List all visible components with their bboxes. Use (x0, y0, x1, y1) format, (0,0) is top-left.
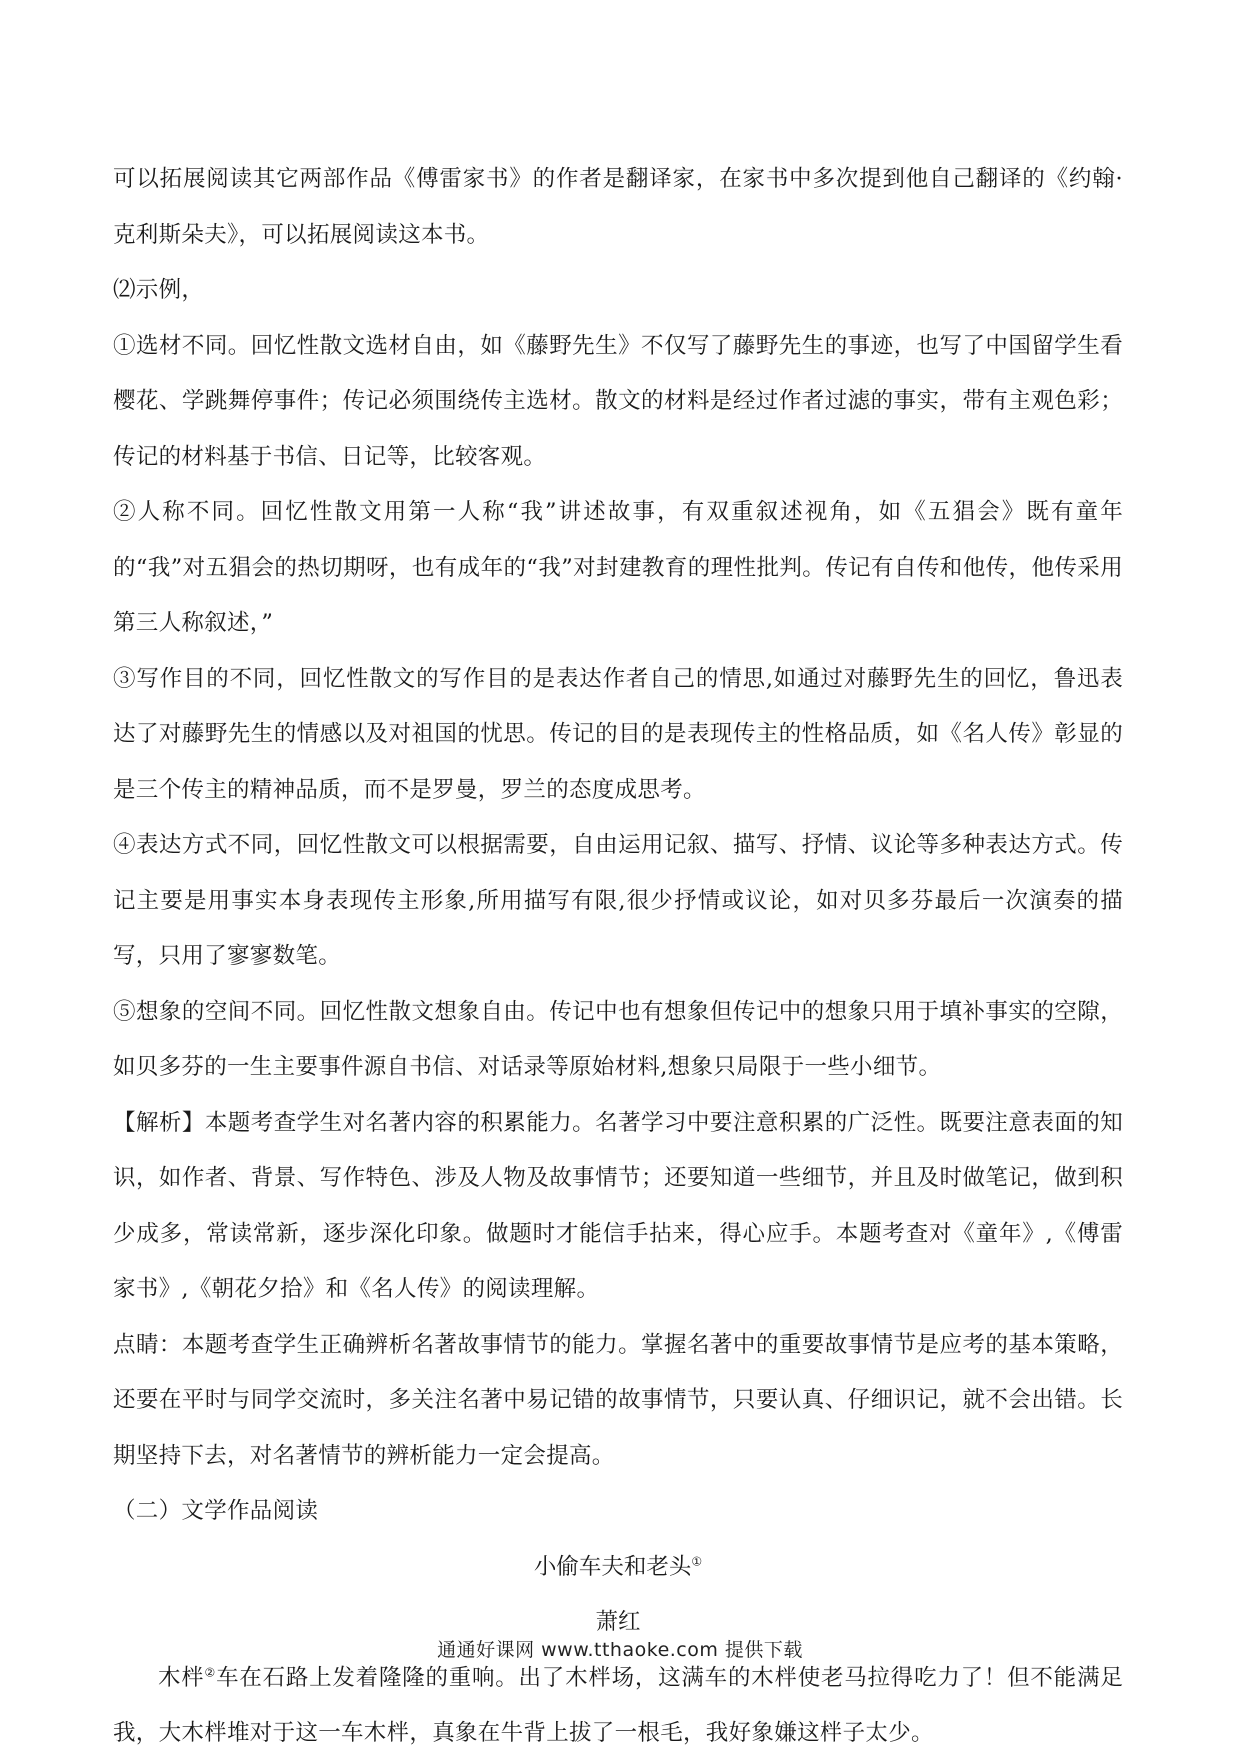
answer-paragraph-1: 可以拓展阅读其它两部作品《傅雷家书》的作者是翻译家，在家书中多次提到他自己翻译的《约翰·克利斯朵夫》，可以拓展阅读这本书。 (113, 166, 1123, 248)
story-title-footnote-marker: ① (691, 1554, 703, 1568)
story-text-start: 木柈 (158, 1664, 205, 1691)
document-body (113, 152, 1123, 1762)
point-1-paragraph: ①选材不同。回忆性散文选材自由，如《藤野先生》不仅写了藤野先生的事迹，也写了中国留学生看樱花、学跳舞停事件；传记必须围绕传主选材。散文的材料是经过作者过滤的事实，带有主观色彩；传记的材料基于书信、日记等，比较客观。 (113, 332, 1123, 470)
point-5-paragraph: ⑤想象的空间不同。回忆性散文想象自由。传记中也有想象但传记中的想象只用于填补事实的空隙，如贝多芬的一生主要事件源自书信、对话录等原始材料,想象只局限于一些小细节。 (113, 998, 1123, 1080)
section-heading: （二）文学作品阅读 (113, 1498, 319, 1524)
commentary-paragraph: 点睛：本题考查学生正确辨析名著故事情节的能力。掌握名著中的重要故事情节是应考的基本策略，还要在平时与同学交流时，多关注名著中易记错的故事情节，只要认真、仔细识记，就不会出错。长期坚持下去，对名著情节的辨析能力一定会提高。 (113, 1331, 1123, 1469)
story-first-paragraph (113, 1651, 1123, 1762)
point-4-paragraph: ④表达方式不同，回忆性散文可以根据需要，自由运用记叙、描写、抒情、议论等多种表达方式。传记主要是用事实本身表现传主形象,所用描写有限,很少抒情或议论，如对贝多芬最后一次演奏的描写，只用了寥寥数笔。 (113, 832, 1123, 969)
story-author: 萧红 (595, 1609, 641, 1635)
example-heading: ⑵示例， (113, 277, 205, 303)
story-title (113, 1540, 1123, 1596)
analysis-paragraph: 【解析】本题考查学生对名著内容的积累能力。名著学习中要注意积累的广泛性。既要注意表面的知识，如作者、背景、写作特色、涉及人物及故事情节；还要知道一些细节，并且及时做笔记，做到积少成多，常读常新，逐步深化印象。做题时才能信手拈来，得心应手。本题考查对《童年》,《傅雷家书》,《朝花夕拾》和《名人传》的阅读理解。 (113, 1109, 1123, 1302)
page-footer: 通通好课网 www.tthaoke.com 提供下载 (437, 1639, 803, 1661)
story-title-text: 小偷车夫和老头 (533, 1553, 692, 1580)
point-3-paragraph: ③写作目的不同，回忆性散文的写作目的是表达作者自己的情思,如通过对藤野先生的回忆，鲁迅表达了对藤野先生的情感以及对祖国的忧思。传记的目的是表现传主的性格品质，如《名人传》彰显的是三个传主的精神品质，而不是罗曼，罗兰的态度成思考。 (113, 665, 1123, 803)
story-footnote-marker: ② (204, 1665, 217, 1679)
story-text-rest: 车在石路上发着隆隆的重响。出了木柈场，这满车的木柈使老马拉得吃力了！但不能满足我，大木柈堆对于这一车木柈，真象在牛背上拔了一根毛，我好象嫌这柈子太少。 (113, 1664, 1124, 1746)
point-2-paragraph: ②人称不同。回忆性散文用第一人称“我”讲述故事，有双重叙述视角，如《五猖会》既有童年的“我”对五猖会的热切期呀，也有成年的“我”对封建教育的理性批判。传记有自传和他传，他传采用第三人称叙述，” (113, 499, 1123, 636)
